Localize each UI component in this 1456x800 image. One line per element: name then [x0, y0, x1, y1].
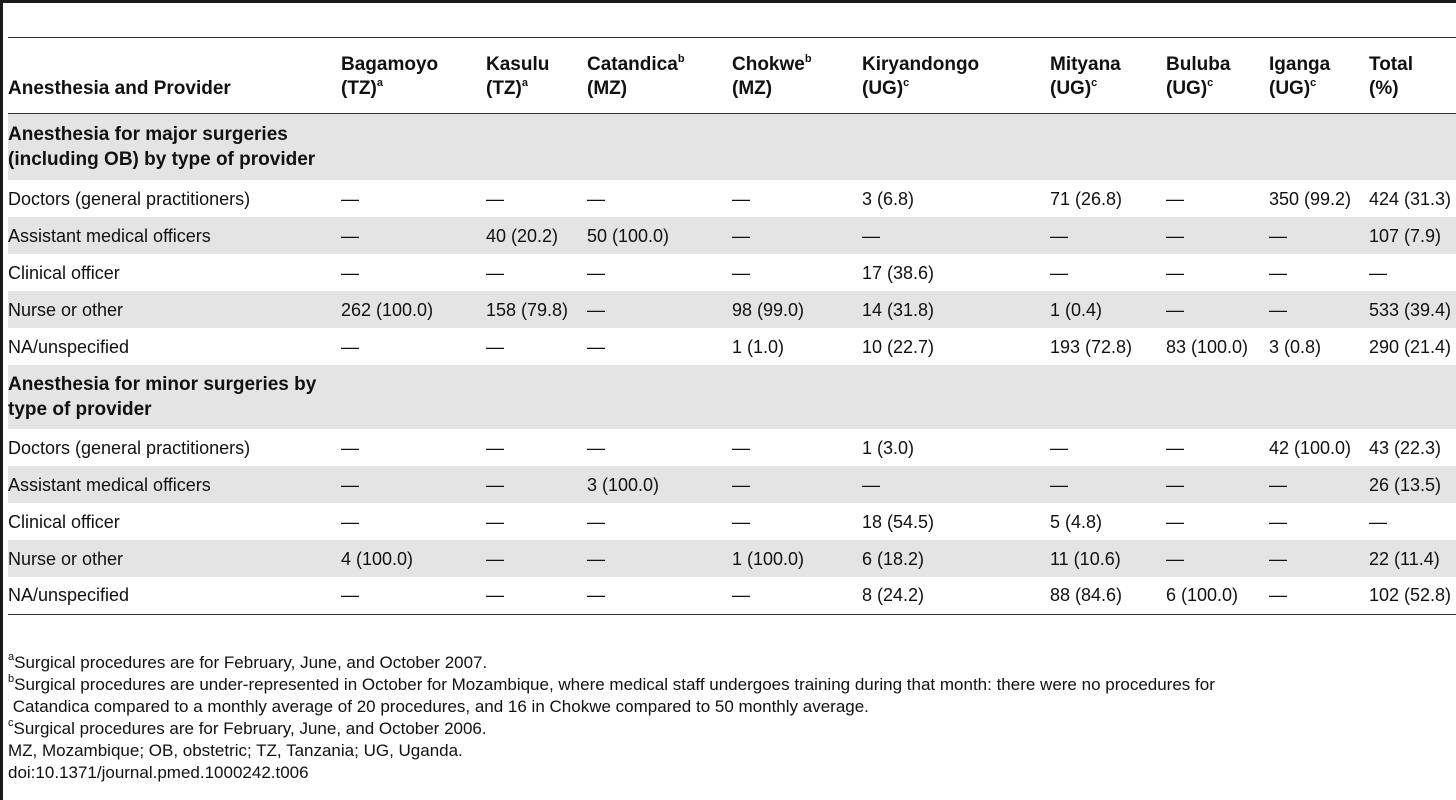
footnote-c: $^c$Surgical procedures are for February, June, and October 2006.	[8, 717, 487, 738]
table-cell: —	[486, 262, 504, 283]
table-cell: 22 (11.4)	[1369, 548, 1440, 569]
table-row	[8, 503, 1456, 540]
header-catandica: Catandica$^b$ (MZ)	[587, 52, 685, 99]
table-cell: —	[1050, 225, 1068, 246]
section-title-major: Anesthesia for major surgeries (including OB) by type of provider	[8, 124, 316, 170]
table-cell: —	[341, 336, 359, 357]
header-iganga: Iganga (UG)$^c$	[1269, 54, 1331, 99]
table-cell: —	[732, 511, 750, 532]
table-cell: 18 (54.5)	[862, 511, 935, 532]
table-cell: —	[587, 299, 605, 320]
table-cell: 5 (4.8)	[1050, 511, 1103, 532]
header-mityana: Mityana (UG)$^c$	[1050, 54, 1121, 99]
row-label: Clinical officer	[8, 511, 120, 532]
table-cell: —	[1166, 262, 1184, 283]
row-label: Doctors (general practitioners)	[8, 437, 251, 458]
table-cell: —	[341, 511, 359, 532]
table-row	[8, 217, 1456, 254]
table-cell: —	[1369, 262, 1387, 283]
table-cell: —	[1369, 511, 1387, 532]
table-cell: —	[341, 188, 359, 209]
table-row	[8, 328, 1456, 365]
table-cell: —	[732, 474, 750, 495]
footnote-b: $^b$Surgical procedures are under-represented in October for Mozambique, where medical staff undergoes training during that month: there were no procedures for	[8, 673, 1215, 694]
table-cell: 50 (100.0)	[587, 225, 670, 246]
table-row	[8, 466, 1456, 503]
header-chokwe: Chokwe$^b$ (MZ)	[732, 52, 812, 99]
table-cell: 43 (22.3)	[1369, 437, 1442, 458]
header-bagamoyo: Bagamoyo (TZ)$^a$	[341, 54, 439, 99]
table-cell: —	[587, 511, 605, 532]
table-cell: 14 (31.8)	[862, 299, 935, 320]
table-cell: —	[486, 585, 504, 606]
table-cell: 262 (100.0)	[341, 299, 434, 320]
header-kasulu: Kasulu (TZ)$^a$	[486, 54, 550, 99]
table-cell: —	[1269, 511, 1287, 532]
table-cell: —	[1269, 262, 1287, 283]
table-cell: 6 (18.2)	[862, 548, 925, 569]
left-border	[0, 0, 3, 800]
table-cell: 26 (13.5)	[1369, 474, 1442, 495]
table-cell: 88 (84.6)	[1050, 585, 1123, 606]
table-cell: 158 (79.8)	[486, 299, 569, 320]
table-cell: —	[732, 437, 750, 458]
footnote-b-continuation: Catandica compared to a monthly average of 20 procedures, and 16 in Chokwe compared to 50 monthly average.	[12, 697, 869, 716]
table-cell: —	[587, 336, 605, 357]
table-cell: —	[587, 437, 605, 458]
row-label: NA/unspecified	[8, 585, 130, 606]
table-footnotes	[8, 652, 1448, 784]
anesthesia-provider-table	[8, 37, 1456, 615]
table-cell: 71 (26.8)	[1050, 188, 1123, 209]
table-cell: —	[486, 511, 504, 532]
table-cell: 17 (38.6)	[862, 262, 935, 283]
table-cell: 1 (3.0)	[862, 437, 915, 458]
table-cell: —	[1166, 188, 1184, 209]
table-cell: —	[1269, 585, 1287, 606]
table-cell: —	[486, 474, 504, 495]
abbreviations-note: MZ, Mozambique; OB, obstetric; TZ, Tanzania; UG, Uganda.	[8, 741, 463, 760]
header-anesthesia-provider: Anesthesia and Provider	[8, 78, 231, 99]
footnote-a: $^a$Surgical procedures are for February, June, and October 2007.	[8, 651, 488, 672]
doi-link[interactable]: doi:10.1371/journal.pmed.1000242.t006	[8, 763, 309, 782]
table-cell: —	[732, 585, 750, 606]
table-cell: —	[1166, 548, 1184, 569]
table-cell: —	[1166, 474, 1184, 495]
table-cell: —	[486, 188, 504, 209]
table-cell: —	[587, 548, 605, 569]
table-cell: —	[1166, 225, 1184, 246]
table-row	[8, 254, 1456, 291]
table-cell: 40 (20.2)	[486, 225, 559, 246]
table-header-row	[8, 38, 1456, 114]
table-cell: 1 (0.4)	[1050, 299, 1103, 320]
table-cell: —	[341, 262, 359, 283]
header-kiryandongo: Kiryandongo (UG)$^c$	[862, 54, 980, 99]
table-row	[8, 291, 1456, 328]
table-row	[8, 429, 1456, 466]
table-cell: 42 (100.0)	[1269, 437, 1352, 458]
table-cell: 102 (52.8)	[1369, 585, 1452, 606]
table-cell: 1 (1.0)	[732, 336, 785, 357]
row-label: Clinical officer	[8, 262, 120, 283]
row-label: Nurse or other	[8, 299, 124, 320]
section-header-major	[8, 114, 1456, 181]
row-label: NA/unspecified	[8, 336, 130, 357]
table-cell: —	[486, 437, 504, 458]
table-cell: —	[1269, 225, 1287, 246]
table-cell: 424 (31.3)	[1369, 188, 1452, 209]
table-cell: 1 (100.0)	[732, 548, 805, 569]
table-cell: 6 (100.0)	[1166, 585, 1239, 606]
table-cell: 3 (100.0)	[587, 474, 660, 495]
table-cell: —	[1166, 299, 1184, 320]
data-table-container	[8, 37, 1456, 615]
row-label: Assistant medical officers	[8, 225, 211, 246]
table-cell: —	[1269, 299, 1287, 320]
table-cell: —	[1050, 437, 1068, 458]
table-cell: —	[1269, 548, 1287, 569]
table-cell: —	[587, 262, 605, 283]
header-total: Total (%)	[1369, 54, 1413, 99]
section-title-minor: Anesthesia for minor surgeries by type of provider	[8, 374, 317, 420]
row-label: Assistant medical officers	[8, 474, 211, 495]
top-border	[0, 0, 1456, 3]
table-cell: —	[587, 585, 605, 606]
table-cell: —	[341, 585, 359, 606]
table-cell: —	[1166, 437, 1184, 458]
table-cell: —	[1269, 474, 1287, 495]
table-cell: —	[341, 437, 359, 458]
table-cell: 11 (10.6)	[1050, 548, 1121, 569]
table-cell: —	[486, 336, 504, 357]
table-cell: —	[732, 188, 750, 209]
table-cell: 290 (21.4)	[1369, 336, 1452, 357]
table-cell: —	[862, 474, 880, 495]
table-cell: —	[486, 548, 504, 569]
table-cell: 8 (24.2)	[862, 585, 925, 606]
table-cell: —	[1050, 474, 1068, 495]
table-cell: 3 (0.8)	[1269, 336, 1322, 357]
table-cell: —	[1050, 262, 1068, 283]
table-cell: 83 (100.0)	[1166, 336, 1249, 357]
table-cell: 98 (99.0)	[732, 299, 805, 320]
table-cell: —	[862, 225, 880, 246]
table-cell: —	[341, 225, 359, 246]
table-cell: 107 (7.9)	[1369, 225, 1442, 246]
table-cell: —	[587, 188, 605, 209]
section-header-minor	[8, 365, 1456, 429]
header-buluba: Buluba (UG)$^c$	[1166, 54, 1231, 99]
table-cell: —	[341, 474, 359, 495]
table-cell: 3 (6.8)	[862, 188, 915, 209]
table-row	[8, 180, 1456, 217]
table-cell: 193 (72.8)	[1050, 336, 1133, 357]
row-label: Nurse or other	[8, 548, 124, 569]
table-cell: —	[732, 225, 750, 246]
table-cell: —	[732, 262, 750, 283]
table-cell: 350 (99.2)	[1269, 188, 1352, 209]
row-label: Doctors (general practitioners)	[8, 188, 251, 209]
table-cell: 533 (39.4)	[1369, 299, 1452, 320]
table-cell: 10 (22.7)	[862, 336, 935, 357]
table-cell: 4 (100.0)	[341, 548, 414, 569]
table-cell: —	[1166, 511, 1184, 532]
table-row	[8, 540, 1456, 577]
table-row	[8, 577, 1456, 614]
